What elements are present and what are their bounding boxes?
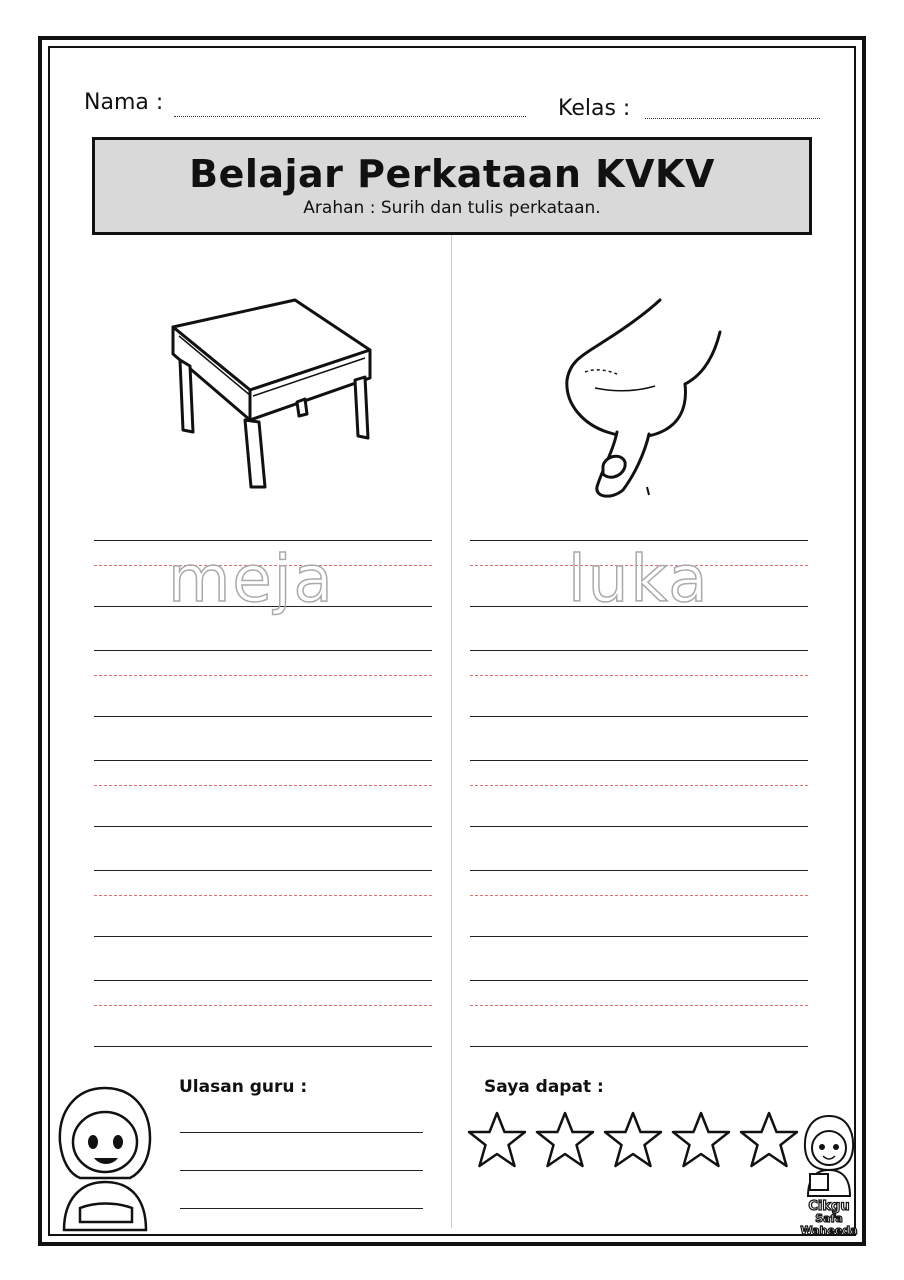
star-icon[interactable] [534,1110,596,1170]
page-title: Belajar Perkataan KVKV [189,152,715,196]
table-picture [165,292,380,497]
star-icon[interactable] [602,1110,664,1170]
self-rating-label: Saya dapat : [484,1077,604,1097]
teacher-comment-label: Ulasan guru : [179,1077,308,1097]
kelas-label: Kelas : [558,96,631,121]
star-icon[interactable] [738,1110,800,1170]
svg-text:Safa: Safa [815,1212,843,1225]
kelas-field[interactable] [645,118,820,119]
svg-text:Waheeda: Waheeda [800,1224,858,1237]
star-icon[interactable] [466,1110,528,1170]
student-illustration [50,1082,160,1232]
nama-label: Nama : [84,90,164,115]
hand-wound-picture [555,292,735,502]
nama-field[interactable] [174,116,526,117]
instruction-text: Arahan : Surih dan tulis perkataan. [303,198,601,218]
column-divider [451,235,452,1228]
svg-text:Cikgu: Cikgu [808,1199,850,1214]
trace-word-right: luka [568,543,710,617]
star-icon[interactable] [670,1110,732,1170]
star-rating[interactable] [466,1110,800,1170]
trace-word-left: meja [168,543,335,617]
cikgu-logo [796,1112,862,1237]
title-box [92,137,812,235]
